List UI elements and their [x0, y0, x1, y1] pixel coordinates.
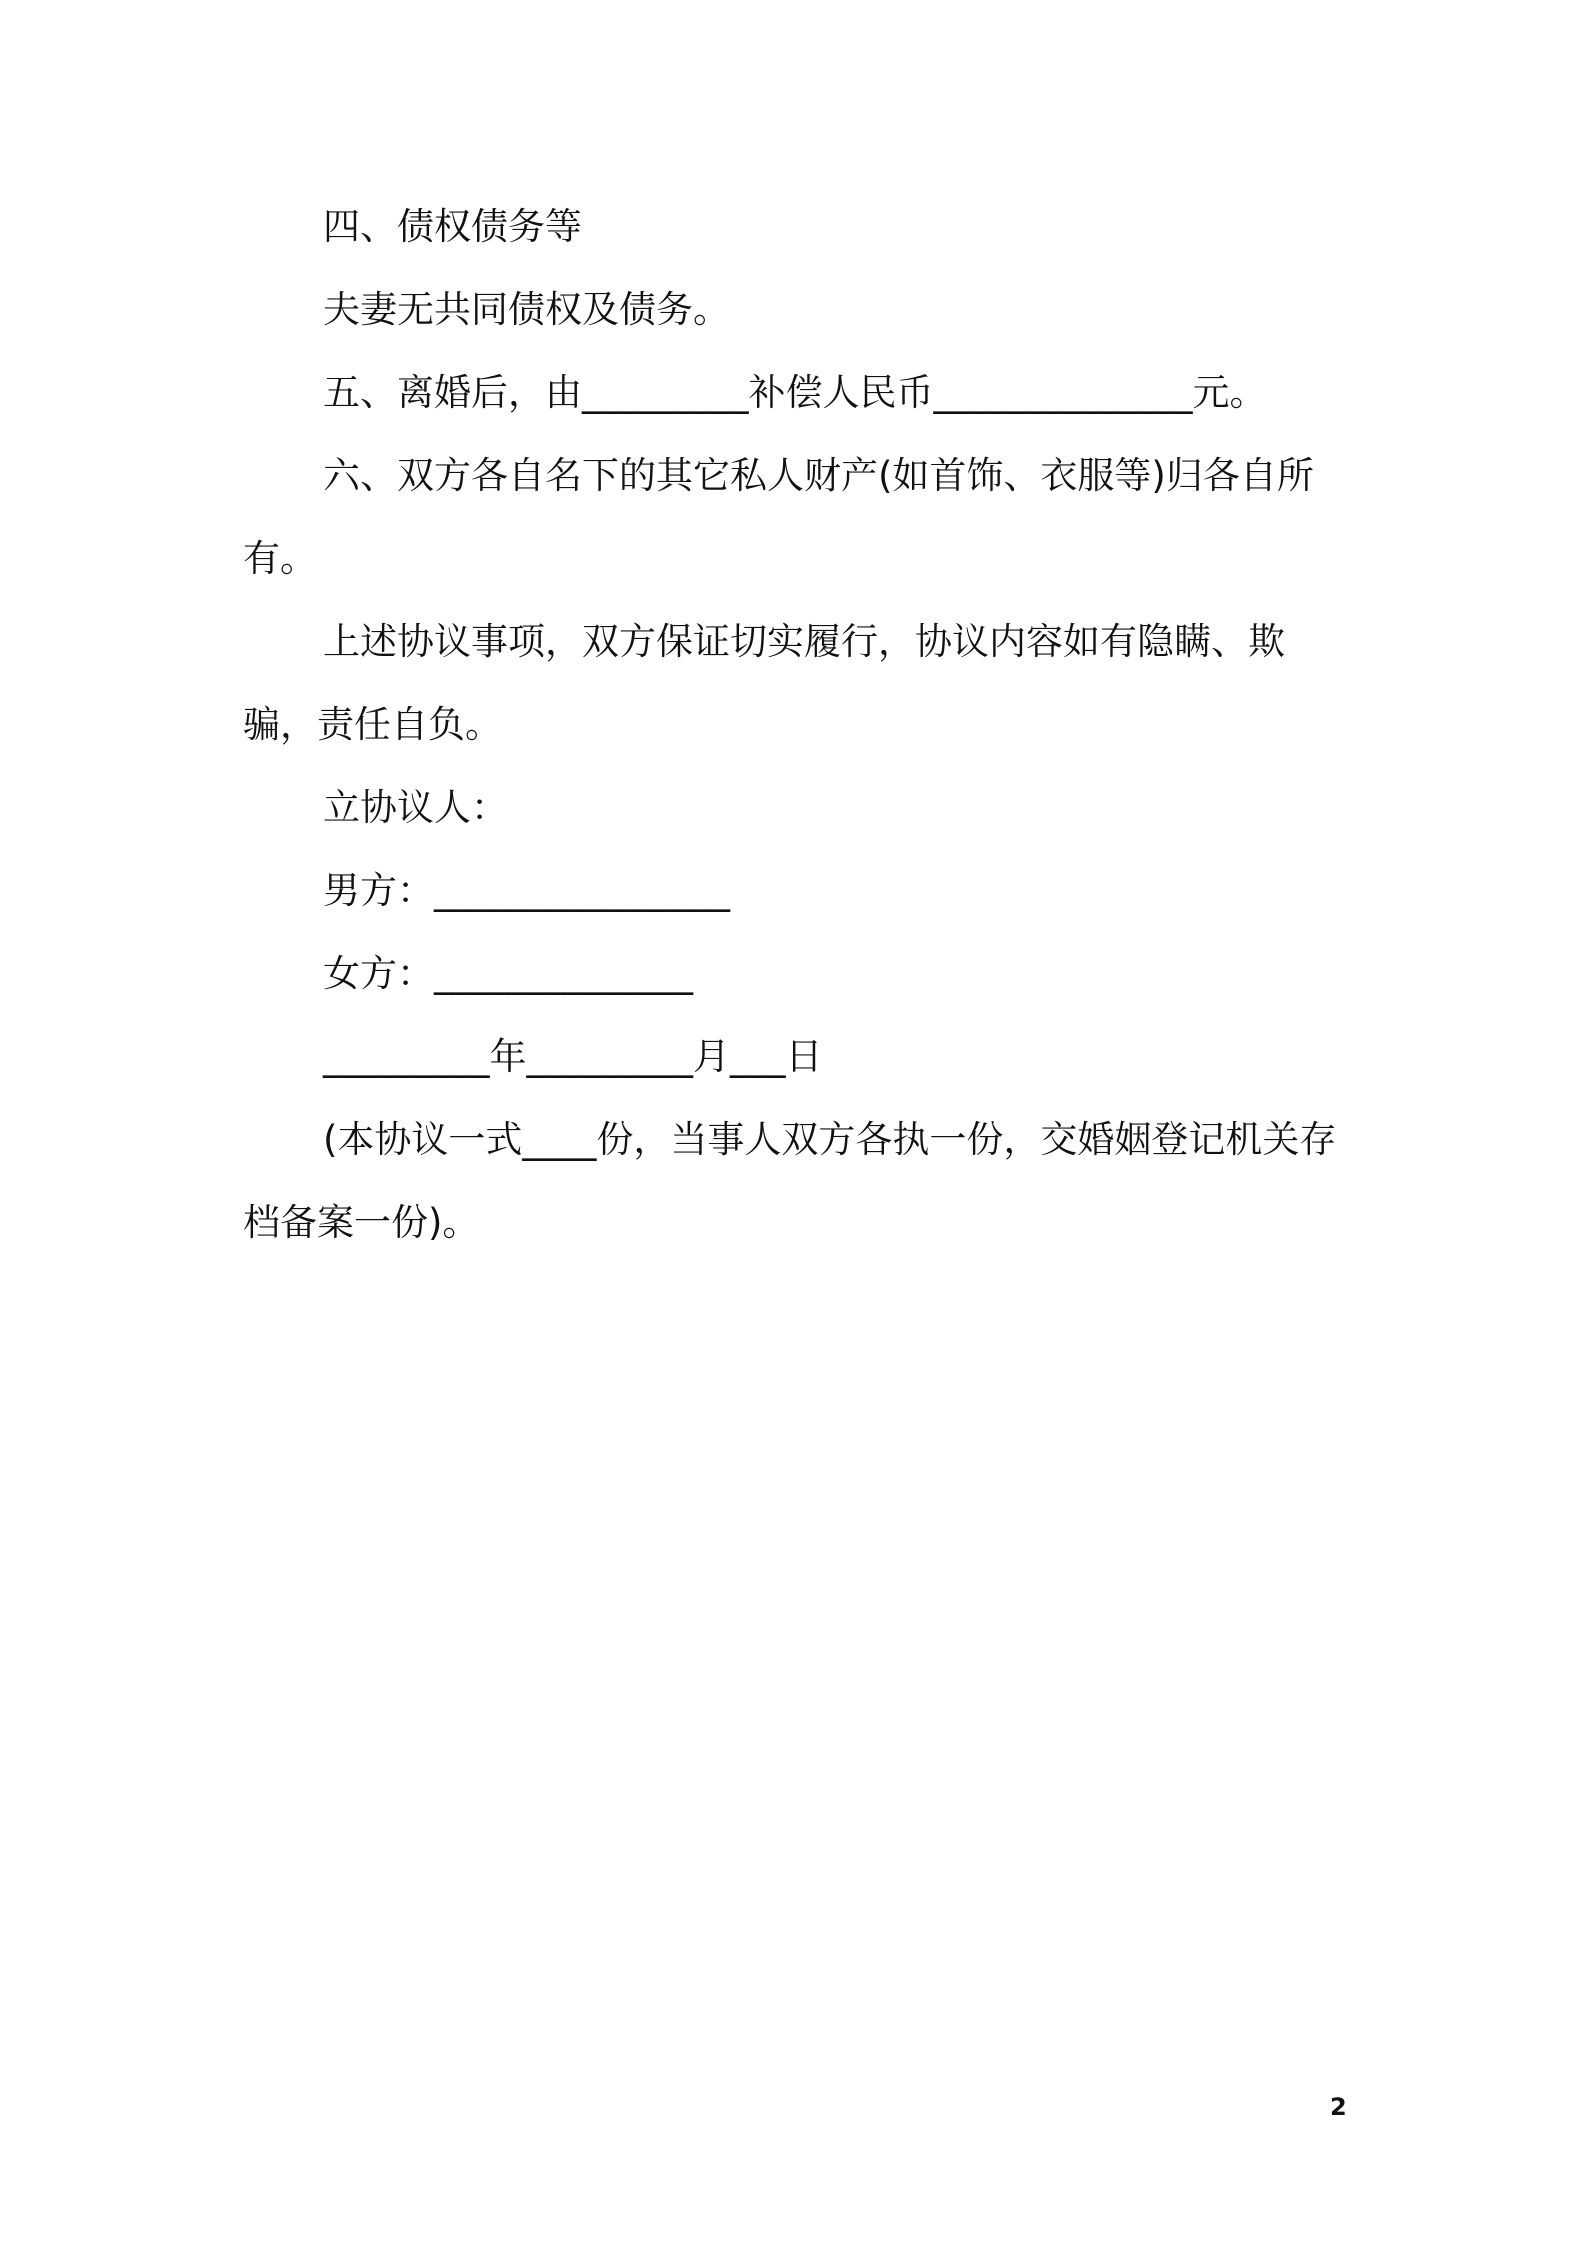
- section-six-personal-property: 六、双方各自名下的其它私人财产(如首饰、衣服等)归各自所有。: [243, 454, 1314, 580]
- copies-note: (本协议一式____份，当事人双方各执一份，交婚姻登记机关存档备案一份)。: [243, 1118, 1337, 1244]
- date-line: _________年_________月___日: [323, 1035, 823, 1078]
- section-four-heading: 四、债权债务等: [323, 205, 582, 248]
- female-party-line: 女方：______________: [323, 952, 693, 995]
- male-party-line: 男方：________________: [323, 869, 730, 912]
- section-five-compensation: 五、离婚后，由_________补偿人民币______________元。: [323, 371, 1267, 414]
- page-number: 2: [1330, 2093, 1347, 2121]
- agreement-guarantee: 上述协议事项，双方保证切实履行，协议内容如有隐瞒、欺骗，责任自负。: [243, 620, 1285, 746]
- signatories-label: 立协议人：: [323, 786, 508, 829]
- debt-statement: 夫妻无共同债权及债务。: [323, 288, 730, 331]
